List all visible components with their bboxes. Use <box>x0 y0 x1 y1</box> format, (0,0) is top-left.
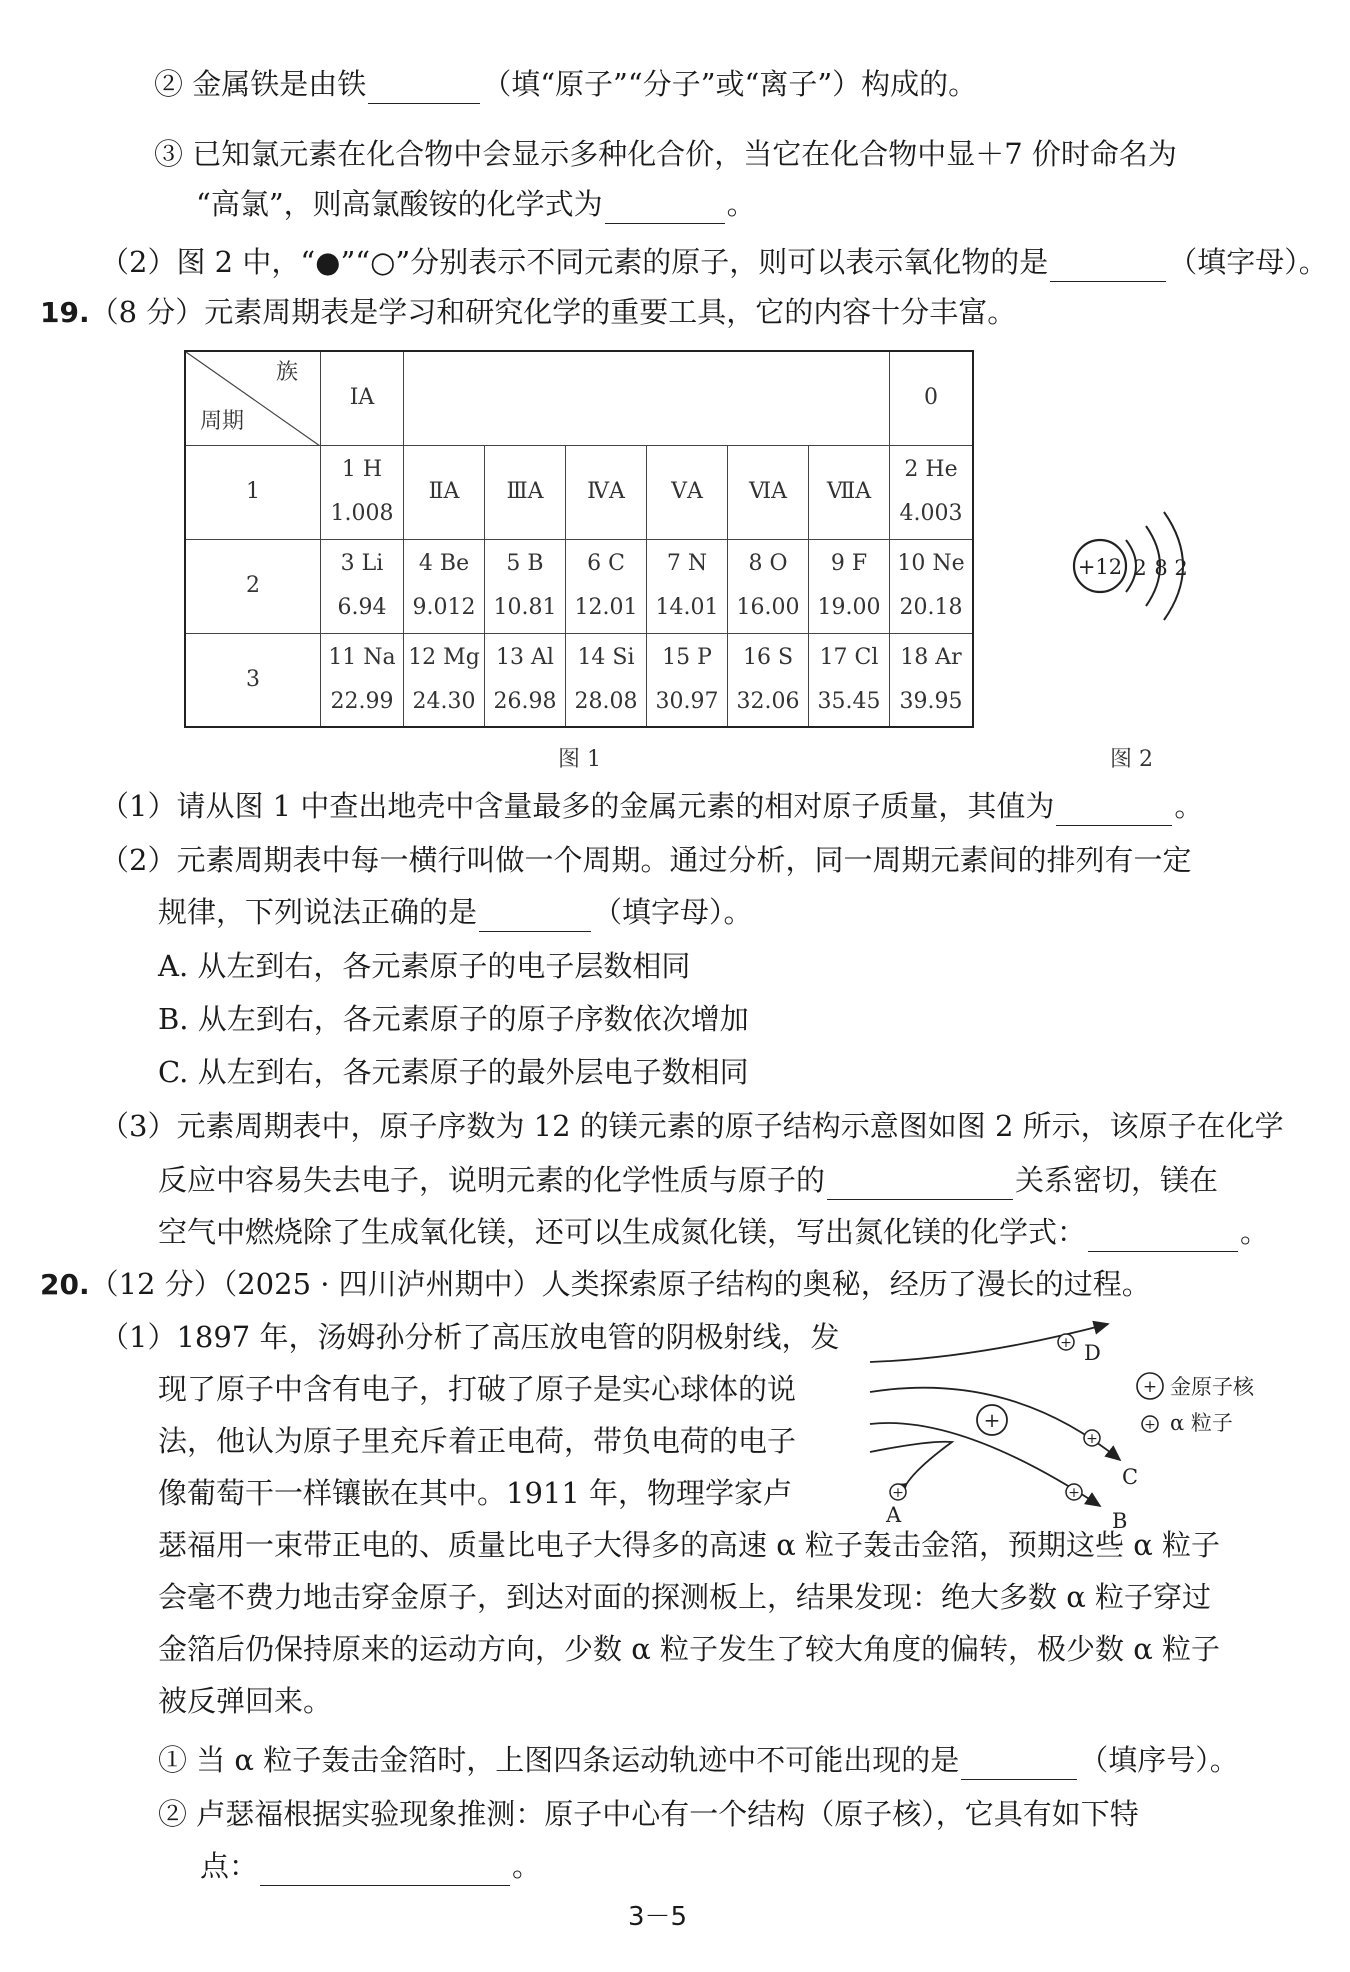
element-cell: 12 Mg 24.30 <box>404 633 485 727</box>
legend-nucleus-label: 金原子核 <box>1170 1375 1254 1399</box>
group-header-blank <box>404 351 890 445</box>
q19-part3-line3: 空气中燃烧除了生成氧化镁，还可以生成氮化镁，写出氮化镁的化学式： 。 <box>158 1212 1269 1252</box>
q18-item2-blank[interactable] <box>368 73 480 104</box>
q19-option-c: C. 从左到右，各元素原子的最外层电子数相同 <box>158 1055 749 1089</box>
q18-part2: （2）图 2 中，“●”“○”分别表示不同元素的原子，则可以表示氧化物的是 （填字母）。 <box>100 242 1328 282</box>
q19-part1: （1）请从图 1 中查出地壳中含量最多的金属元素的相对原子质量，其值为 。 <box>100 786 1203 826</box>
q20-line8: 被反弹回来。 <box>158 1684 333 1718</box>
q20-line1: （1）1897 年，汤姆孙分析了高压放电管的阴极射线，发 <box>100 1320 840 1354</box>
question-number: 20. <box>40 1268 90 1301</box>
group-header: ⅦA <box>809 445 890 539</box>
element-cell: 7 N 14.01 <box>647 539 728 633</box>
element-cell: 1 H 1.008 <box>321 445 404 539</box>
track-label-c: C <box>1122 1465 1139 1489</box>
question-number: 19. <box>40 296 90 329</box>
group-header: ⅥA <box>728 445 809 539</box>
q20-sub2: ② 卢瑟福根据实验现象推测：原子中心有一个结构（原子核），它具有如下特 <box>158 1797 1139 1831</box>
q19-part3-blank2[interactable] <box>1088 1221 1238 1252</box>
q20-line5: 瑟福用一束带正电的、质量比电子大得多的高速 α 粒子轰击金箔，预期这些 α 粒子 <box>158 1528 1221 1562</box>
group-0-header: 0 <box>890 351 974 445</box>
q20-stem: 20.（12 分）（2025 · 四川泸州期中）人类探索原子结构的奥秘，经历了漫长的过程。 <box>40 1267 1151 1301</box>
svg-text:+: + <box>892 1485 904 1501</box>
shell-electrons: 2 <box>1133 556 1147 580</box>
table-corner-header: 族 周期 <box>185 351 321 445</box>
element-cell: 17 Cl 35.45 <box>809 633 890 727</box>
svg-text:+: + <box>983 1408 1001 1432</box>
page-number: 3－5 <box>628 1902 688 1932</box>
alpha-scattering-diagram <box>860 1310 1280 1540</box>
element-cell: 10 Ne 20.18 <box>890 539 974 633</box>
element-cell: 6 C 12.01 <box>566 539 647 633</box>
element-cell: 3 Li 6.94 <box>321 539 404 633</box>
q19-part1-blank[interactable] <box>1056 795 1172 826</box>
group-header: ⅡA <box>404 445 485 539</box>
q19-option-a: A. 从左到右，各元素原子的电子层数相同 <box>158 949 691 983</box>
group-1a-header: ⅠA <box>321 351 404 445</box>
period-label: 3 <box>185 633 321 727</box>
element-cell: 4 Be 9.012 <box>404 539 485 633</box>
q18-item2: ② 金属铁是由铁 （填“原子”“分子”或“离子”）构成的。 <box>154 64 977 104</box>
group-header: ⅤA <box>647 445 728 539</box>
figure-1-caption: 图 1 <box>558 747 601 772</box>
period-label: 2 <box>185 539 321 633</box>
q19-stem: 19.（8 分）元素周期表是学习和研究化学的重要工具，它的内容十分丰富。 <box>40 295 1017 329</box>
q19-part3-line2: 反应中容易失去电子，说明元素的化学性质与原子的 关系密切，镁在 <box>158 1160 1218 1200</box>
q19-part2-blank[interactable] <box>479 901 591 932</box>
element-cell: 15 P 30.97 <box>647 633 728 727</box>
q20-sub2-line2: 点： 。 <box>200 1846 541 1886</box>
element-cell: 11 Na 22.99 <box>321 633 404 727</box>
group-header: ⅣA <box>566 445 647 539</box>
q18-item3: ③ 已知氯元素在化合物中会显示多种化合价，当它在化合物中显＋7 价时命名为 <box>154 137 1177 171</box>
track-label-d: D <box>1084 1341 1101 1365</box>
q18-part2-blank[interactable] <box>1050 251 1166 282</box>
element-cell: 14 Si 28.08 <box>566 633 647 727</box>
element-cell: 8 O 16.00 <box>728 539 809 633</box>
q20-line6: 会毫不费力地击穿金原子，到达对面的探测板上，结果发现：绝大多数 α 粒子穿过 <box>158 1580 1212 1614</box>
q20-sub1: ① 当 α 粒子轰击金箔时，上图四条运动轨迹中不可能出现的是 （填序号）。 <box>158 1740 1239 1780</box>
element-cell: 5 B 10.81 <box>485 539 566 633</box>
track-label-a: A <box>886 1503 902 1527</box>
track-label-b: B <box>1112 1509 1128 1533</box>
element-cell: 9 F 19.00 <box>809 539 890 633</box>
svg-text:+: + <box>1068 1485 1080 1501</box>
shell-electrons: 8 <box>1154 556 1168 580</box>
element-cell: 2 He 4.003 <box>890 445 974 539</box>
element-cell: 18 Ar 39.95 <box>890 633 974 727</box>
svg-text:+: + <box>1142 1377 1158 1397</box>
q20-sub1-blank[interactable] <box>961 1749 1077 1780</box>
q19-part2: （2）元素周期表中每一横行叫做一个周期。通过分析，同一周期元素间的排列有一定 <box>100 843 1192 877</box>
element-cell: 16 S 32.06 <box>728 633 809 727</box>
q20-line4: 像葡萄干一样镶嵌在其中。1911 年，物理学家卢 <box>158 1476 793 1510</box>
q19-option-b: B. 从左到右，各元素原子的原子序数依次增加 <box>158 1002 749 1036</box>
group-header: ⅢA <box>485 445 566 539</box>
svg-text:+: + <box>1144 1417 1156 1433</box>
q18-item3-blank[interactable] <box>605 193 725 224</box>
q19-part3-blank1[interactable] <box>827 1169 1013 1200</box>
q20-line7: 金箔后仍保持原来的运动方向，少数 α 粒子发生了较大角度的偏转，极少数 α 粒子 <box>158 1632 1221 1666</box>
periodic-table <box>184 350 974 728</box>
shell-electrons: 2 <box>1174 556 1188 580</box>
figure-2-caption: 图 2 <box>1110 747 1153 772</box>
magnesium-atom-diagram <box>1060 500 1220 640</box>
q18-item3-line2: “高氯”，则高氯酸铵的化学式为 。 <box>196 184 756 224</box>
q19-part3: （3）元素周期表中，原子序数为 12 的镁元素的原子结构示意图如图 2 所示，该原子在化学 <box>100 1109 1284 1143</box>
q20-line2: 现了原子中含有电子，打破了原子是实心球体的说 <box>158 1372 797 1406</box>
svg-text:+: + <box>1060 1335 1072 1351</box>
nucleus-charge: +12 <box>1077 555 1123 579</box>
q19-part2-line2: 规律，下列说法正确的是 （填字母）。 <box>158 892 753 932</box>
q20-line3: 法，他认为原子里充斥着正电荷，带负电荷的电子 <box>158 1424 797 1458</box>
element-cell: 13 Al 26.98 <box>485 633 566 727</box>
period-label: 1 <box>185 445 321 539</box>
legend-alpha-label: α 粒子 <box>1170 1411 1233 1435</box>
svg-text:+: + <box>1086 1431 1098 1447</box>
q20-sub2-blank[interactable] <box>260 1855 510 1886</box>
